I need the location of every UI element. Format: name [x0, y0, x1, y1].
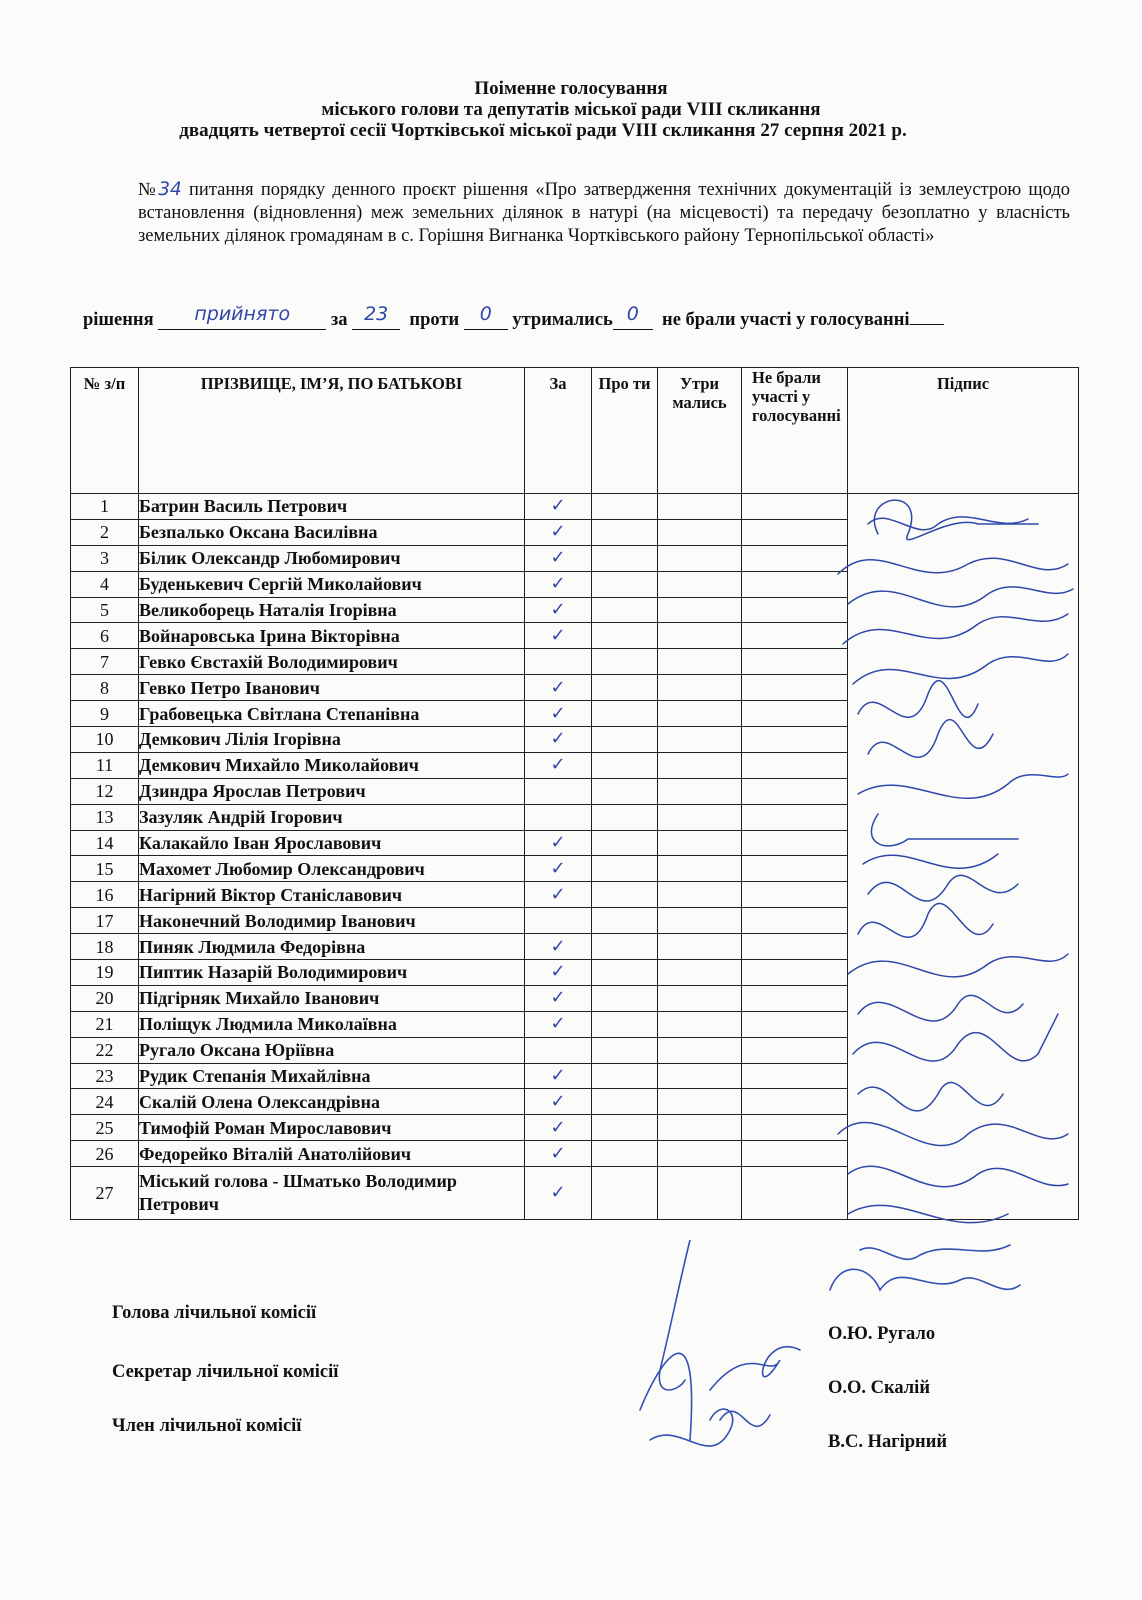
row-against-mark: [592, 882, 658, 908]
row-number: 9: [71, 701, 139, 727]
agenda-item: [138, 178, 1070, 248]
row-not-participated-mark: [742, 804, 848, 830]
row-for-mark: ✓: [525, 623, 592, 649]
header-against: [592, 368, 658, 494]
chair-label: Голова лічильної комісії: [112, 1303, 317, 1323]
header-name-label: ПРІЗВИЩЕ, ІМ’Я, ПО БАТЬКОВІ: [200, 374, 463, 393]
row-abstained-mark: [658, 701, 742, 727]
row-abstained-mark: [658, 1141, 742, 1167]
row-number: 18: [71, 934, 139, 960]
voting-table-body: [71, 494, 1079, 1220]
row-abstained-mark: [658, 752, 742, 778]
for-value: 23: [364, 303, 389, 325]
row-against-mark: [592, 649, 658, 675]
row-against-mark: [592, 1011, 658, 1037]
row-not-participated-mark: [742, 778, 848, 804]
header-for-label: За: [549, 374, 567, 393]
header-not-participated-label: Не брали участі у голосуванні: [752, 368, 841, 425]
row-abstained-mark: [658, 623, 742, 649]
voting-table: [70, 367, 1079, 1220]
row-against-mark: [592, 1115, 658, 1141]
row-for-mark: ✓: [525, 1141, 592, 1167]
signature-stroke: [838, 558, 1068, 574]
row-name: Батрин Василь Петрович: [139, 494, 525, 520]
abstained-value: 0: [626, 303, 639, 325]
row-number: 25: [71, 1115, 139, 1141]
row-against-mark: [592, 856, 658, 882]
row-name: Наконечний Володимир Іванович: [139, 908, 525, 934]
row-number: 24: [71, 1089, 139, 1115]
header-abstained-label: Утри мались: [672, 374, 727, 412]
row-number: 14: [71, 830, 139, 856]
header-signature-label: Підпис: [936, 374, 990, 393]
signature-stroke: [858, 995, 1023, 1021]
row-for-mark: ✓: [525, 701, 592, 727]
row-number: 27: [71, 1167, 139, 1220]
row-name: Дзиндра Ярослав Петрович: [139, 778, 525, 804]
member-name: В.С. Нагірний: [828, 1432, 948, 1452]
row-not-participated-mark: [742, 1037, 848, 1063]
row-for-mark: ✓: [525, 1167, 592, 1220]
row-name: Калакайло Іван Ярославович: [139, 830, 525, 856]
row-number: 3: [71, 545, 139, 571]
row-not-participated-mark: [742, 985, 848, 1011]
row-number: 12: [71, 778, 139, 804]
row-abstained-mark: [658, 804, 742, 830]
row-name: Міський голова - Шматько Володимир Петрович: [139, 1167, 525, 1220]
signature-stroke: [858, 774, 1068, 798]
row-for-mark: ✓: [525, 545, 592, 571]
signature-stroke: [868, 875, 1018, 901]
row-for-mark: ✓: [525, 494, 592, 520]
row-abstained-mark: [658, 1167, 742, 1220]
row-against-mark: [592, 908, 658, 934]
row-for-mark: ✓: [525, 1115, 592, 1141]
row-against-mark: [592, 623, 658, 649]
row-name: Тимофій Роман Мирославович: [139, 1115, 525, 1141]
signature-stroke: [838, 1122, 1068, 1145]
handwritten-signatures: [818, 494, 1078, 1254]
row-not-participated-mark: [742, 934, 848, 960]
row-name: Білик Олександр Любомирович: [139, 545, 525, 571]
row-against-mark: [592, 830, 658, 856]
row-abstained-mark: [658, 571, 742, 597]
row-against-mark: [592, 985, 658, 1011]
row-for-mark: ✓: [525, 830, 592, 856]
row-name: Поліщук Людмила Миколаївна: [139, 1011, 525, 1037]
row-against-mark: [592, 545, 658, 571]
title-line-3: двадцять четвертої сесії Чортківської міської ради VIII скликання 27 серпня 2021 р.: [179, 120, 907, 141]
row-name: Махомет Любомир Олександрович: [139, 856, 525, 882]
row-against-mark: [592, 727, 658, 753]
commission-signatures: [600, 1240, 1060, 1470]
row-for-mark: ✓: [525, 960, 592, 986]
row-number: 1: [71, 494, 139, 520]
row-number: 2: [71, 519, 139, 545]
signature-stroke: [863, 854, 998, 868]
decision-value-blank: [158, 303, 326, 330]
row-against-mark: [592, 1037, 658, 1063]
row-not-participated-mark: [742, 882, 848, 908]
signature-stroke: [848, 1205, 1008, 1222]
row-not-participated-mark: [742, 830, 848, 856]
row-for-mark: [525, 804, 592, 830]
row-not-participated-mark: [742, 960, 848, 986]
title-line-2: міського голови та депутатів міської ради VIII скликання: [321, 99, 821, 120]
row-against-mark: [592, 960, 658, 986]
row-number: 8: [71, 675, 139, 701]
row-not-participated-mark: [742, 701, 848, 727]
row-number: 13: [71, 804, 139, 830]
row-against-mark: [592, 597, 658, 623]
row-abstained-mark: [658, 856, 742, 882]
row-name: Гевко Євстахій Володимирович: [139, 649, 525, 675]
row-name: Ругало Оксана Юріївна: [139, 1037, 525, 1063]
agenda-number: 34: [158, 179, 182, 200]
header-against-label: Про ти: [598, 374, 651, 393]
signature-stroke: [871, 814, 1018, 846]
row-abstained-mark: [658, 934, 742, 960]
row-not-participated-mark: [742, 1089, 848, 1115]
not-participated-value-blank: [910, 324, 944, 325]
row-name: Войнаровська Ірина Вікторівна: [139, 623, 525, 649]
signature-stroke: [848, 1166, 1068, 1186]
row-abstained-mark: [658, 675, 742, 701]
row-not-participated-mark: [742, 519, 848, 545]
row-name: Грабовецька Світлана Степанівна: [139, 701, 525, 727]
row-against-mark: [592, 752, 658, 778]
row-abstained-mark: [658, 519, 742, 545]
row-name: Пиняк Людмила Федорівна: [139, 934, 525, 960]
abstained-value-blank: [613, 303, 653, 330]
row-for-mark: ✓: [525, 519, 592, 545]
row-number: 4: [71, 571, 139, 597]
row-not-participated-mark: [742, 856, 848, 882]
row-number: 22: [71, 1037, 139, 1063]
row-against-mark: [592, 571, 658, 597]
signature-stroke: [874, 500, 1038, 540]
chair-name: О.Ю. Ругало: [828, 1324, 936, 1344]
row-name: Скалій Олена Олександрівна: [139, 1089, 525, 1115]
row-against-mark: [592, 1167, 658, 1220]
row-abstained-mark: [658, 1011, 742, 1037]
row-not-participated-mark: [742, 908, 848, 934]
row-for-mark: ✓: [525, 934, 592, 960]
row-number: 11: [71, 752, 139, 778]
signature-stroke: [848, 954, 1068, 977]
row-abstained-mark: [658, 778, 742, 804]
table-header-row: [71, 368, 1079, 494]
row-against-mark: [592, 778, 658, 804]
row-for-mark: ✓: [525, 856, 592, 882]
row-for-mark: ✓: [525, 571, 592, 597]
row-abstained-mark: [658, 545, 742, 571]
row-not-participated-mark: [742, 1141, 848, 1167]
header-not-participated: [742, 368, 848, 494]
row-abstained-mark: [658, 597, 742, 623]
signature-stroke: [858, 681, 978, 718]
row-for-mark: ✓: [525, 985, 592, 1011]
row-number: 15: [71, 856, 139, 882]
for-label: за: [330, 310, 348, 330]
row-not-participated-mark: [742, 623, 848, 649]
row-name: Рудик Степанія Михайлівна: [139, 1063, 525, 1089]
row-for-mark: [525, 1037, 592, 1063]
row-against-mark: [592, 1089, 658, 1115]
row-number: 23: [71, 1063, 139, 1089]
row-for-mark: ✓: [525, 1063, 592, 1089]
decision-label: рішення: [83, 310, 154, 330]
row-for-mark: ✓: [525, 675, 592, 701]
row-against-mark: [592, 1063, 658, 1089]
secretary-label: Секретар лічильної комісії: [112, 1362, 339, 1382]
row-abstained-mark: [658, 985, 742, 1011]
document-title: [0, 78, 1142, 141]
header-for: [525, 368, 592, 494]
row-abstained-mark: [658, 727, 742, 753]
row-number: 16: [71, 882, 139, 908]
row-not-participated-mark: [742, 545, 848, 571]
row-not-participated-mark: [742, 675, 848, 701]
header-num: [71, 368, 139, 494]
row-not-participated-mark: [742, 571, 848, 597]
row-abstained-mark: [658, 1089, 742, 1115]
row-name: Підгірняк Михайло Іванович: [139, 985, 525, 1011]
against-value: 0: [479, 303, 492, 325]
signature-stroke: [858, 1082, 1003, 1110]
not-participated-label: не брали участі у голосуванні: [662, 310, 910, 330]
row-number: 19: [71, 960, 139, 986]
row-name: Гевко Петро Іванович: [139, 675, 525, 701]
row-for-mark: [525, 778, 592, 804]
row-abstained-mark: [658, 1037, 742, 1063]
secretary-name: О.О. Скалій: [828, 1378, 930, 1398]
row-for-mark: ✓: [525, 882, 592, 908]
signature-stroke: [848, 587, 1073, 607]
row-not-participated-mark: [742, 1167, 848, 1220]
table-row: [71, 494, 1079, 520]
row-not-participated-mark: [742, 1063, 848, 1089]
row-against-mark: [592, 701, 658, 727]
row-name: Пиптик Назарій Володимирович: [139, 960, 525, 986]
row-not-participated-mark: [742, 597, 848, 623]
for-value-blank: [352, 303, 400, 330]
title-line-1: Поіменне голосування: [474, 78, 668, 99]
row-name: Буденькевич Сергій Миколайович: [139, 571, 525, 597]
row-not-participated-mark: [742, 752, 848, 778]
row-not-participated-mark: [742, 727, 848, 753]
signature-stroke: [853, 654, 1068, 684]
agenda-text: питання порядку денного проєкт рішення «Про затвердження технічних документацій із землеустрою щодо встановлення (відновлення) меж земельних ділянок в натурі (на місцевості) та передачу безоплатно у власність земельних ділянок громадянам в с. Горішня Вигнанка Чортківського району Тернопільської області»: [138, 180, 1071, 246]
row-number: 26: [71, 1141, 139, 1167]
decision-value: прийнято: [194, 303, 291, 325]
member-label: Член лічильної комісії: [112, 1416, 302, 1436]
header-signature: [848, 368, 1079, 494]
row-for-mark: ✓: [525, 1089, 592, 1115]
signature-stroke: [843, 614, 1068, 644]
row-name: Зазуляк Андрій Ігорович: [139, 804, 525, 830]
row-for-mark: ✓: [525, 727, 592, 753]
row-number: 17: [71, 908, 139, 934]
header-abstained: [658, 368, 742, 494]
row-for-mark: [525, 908, 592, 934]
row-abstained-mark: [658, 830, 742, 856]
row-against-mark: [592, 934, 658, 960]
against-value-blank: [464, 303, 508, 330]
row-abstained-mark: [658, 908, 742, 934]
row-abstained-mark: [658, 960, 742, 986]
decision-line: [83, 303, 1073, 331]
row-abstained-mark: [658, 882, 742, 908]
row-against-mark: [592, 675, 658, 701]
row-not-participated-mark: [742, 494, 848, 520]
row-for-mark: ✓: [525, 752, 592, 778]
abstained-label: утримались: [512, 310, 613, 330]
row-against-mark: [592, 494, 658, 520]
row-name: Демкович Лілія Ігорівна: [139, 727, 525, 753]
row-number: 5: [71, 597, 139, 623]
row-name: Демкович Михайло Миколайович: [139, 752, 525, 778]
row-name: Великоборець Наталія Ігорівна: [139, 597, 525, 623]
row-for-mark: ✓: [525, 1011, 592, 1037]
header-name: [139, 368, 525, 494]
row-abstained-mark: [658, 494, 742, 520]
row-name: Федорейко Віталій Анатолійович: [139, 1141, 525, 1167]
row-abstained-mark: [658, 649, 742, 675]
row-not-participated-mark: [742, 1011, 848, 1037]
row-for-mark: ✓: [525, 597, 592, 623]
signature-stroke: [868, 720, 993, 758]
row-number: 20: [71, 985, 139, 1011]
row-number: 21: [71, 1011, 139, 1037]
row-not-participated-mark: [742, 1115, 848, 1141]
row-name: Безпалько Оксана Василівна: [139, 519, 525, 545]
signature-stroke: [853, 1014, 1058, 1061]
row-number: 10: [71, 727, 139, 753]
signature-stroke: [868, 517, 1028, 530]
row-name: Нагірний Віктор Станіславович: [139, 882, 525, 908]
row-for-mark: [525, 649, 592, 675]
row-abstained-mark: [658, 1063, 742, 1089]
row-number: 7: [71, 649, 139, 675]
row-against-mark: [592, 804, 658, 830]
row-against-mark: [592, 1141, 658, 1167]
row-abstained-mark: [658, 1115, 742, 1141]
header-num-label: № з/п: [83, 374, 126, 393]
row-not-participated-mark: [742, 649, 848, 675]
against-label: проти: [409, 310, 460, 330]
signature-stroke: [858, 903, 993, 937]
row-against-mark: [592, 519, 658, 545]
row-number: 6: [71, 623, 139, 649]
agenda-number-prefix: №: [138, 180, 159, 200]
signature-column: [848, 494, 1079, 1220]
